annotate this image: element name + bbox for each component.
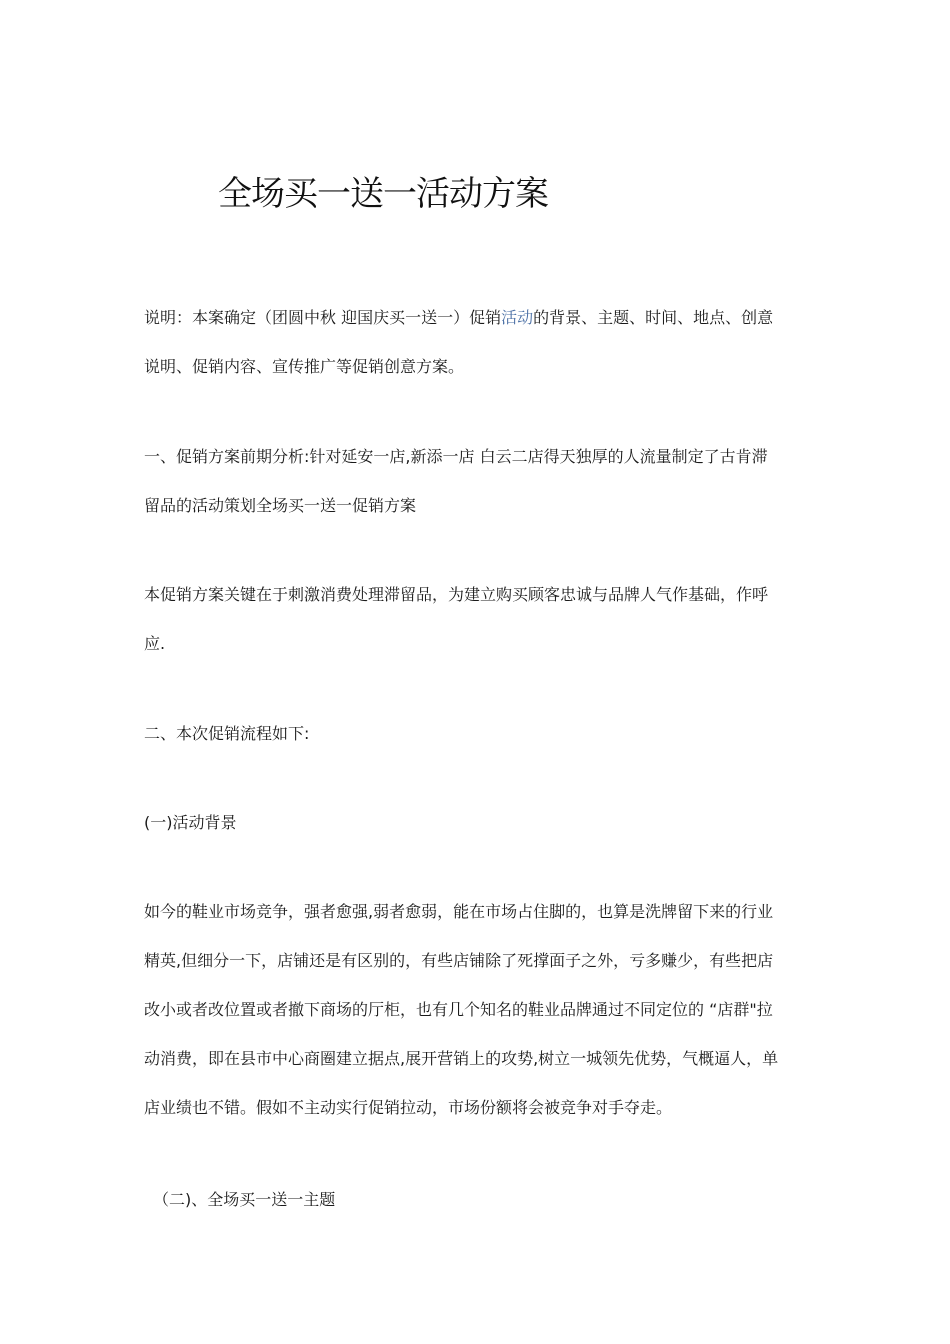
section1-note-line-1: 本促销方案关键在于刺激消费处理滞留品，为建立购买顾客忠诚与品牌人气作基础，作呼: [144, 585, 769, 604]
intro-text-pre: 说明：本案确定（团圆中秋 迎国庆买一送一）促销: [144, 308, 502, 327]
document-title: 全场买一送一活动方案: [218, 174, 548, 214]
background-paragraph: [144, 887, 808, 1132]
section2-heading-text: 二、本次促销流程如下:: [144, 724, 310, 743]
section2-heading: [144, 709, 808, 758]
sub2-heading: [153, 1175, 817, 1224]
section1-line-2: 留品的活动策划全场买一送一促销方案: [144, 496, 417, 515]
background-line-2: 精英,但细分一下，店铺还是有区别的，有些店铺除了死撑面子之外，亏多赚少，有些把店: [144, 951, 774, 970]
activity-link[interactable]: 活动: [501, 308, 534, 327]
sub1-heading: [144, 798, 808, 847]
intro-paragraph: [144, 293, 808, 391]
section1-paragraph: [144, 432, 808, 530]
intro-text-post: 的背景、主题、时间、地点、创意: [533, 308, 774, 327]
background-line-5: 店业绩也不错。假如不主动实行促销拉动，市场份额将会被竞争对手夺走。: [144, 1098, 673, 1117]
intro-line-2: 说明、促销内容、宣传推广等促销创意方案。: [144, 357, 465, 376]
section1-note-paragraph: [144, 570, 808, 668]
section1-line-1: 一、促销方案前期分析:针对延安一店,新添一店 白云二店得天独厚的人流量制定了古肯滞: [144, 447, 768, 466]
intro-line-1: [144, 293, 808, 342]
sub2-heading-text: （二)、全场买一送一主题: [153, 1190, 336, 1209]
background-line-4: 动消费，即在县市中心商圈建立据点,展开营销上的攻势,树立一城领先优势，气概逼人，单: [144, 1049, 779, 1068]
background-line-3: 改小或者改位置或者撤下商场的厅柜，也有几个知名的鞋业品牌通过不同定位的 “店群"拉: [144, 1000, 773, 1019]
section1-note-line-2: 应.: [144, 634, 166, 653]
sub1-heading-text: (一)活动背景: [144, 813, 237, 832]
background-line-1: 如今的鞋业市场竞争，强者愈强,弱者愈弱，能在市场占住脚的，也算是洗牌留下来的行业: [144, 902, 774, 921]
